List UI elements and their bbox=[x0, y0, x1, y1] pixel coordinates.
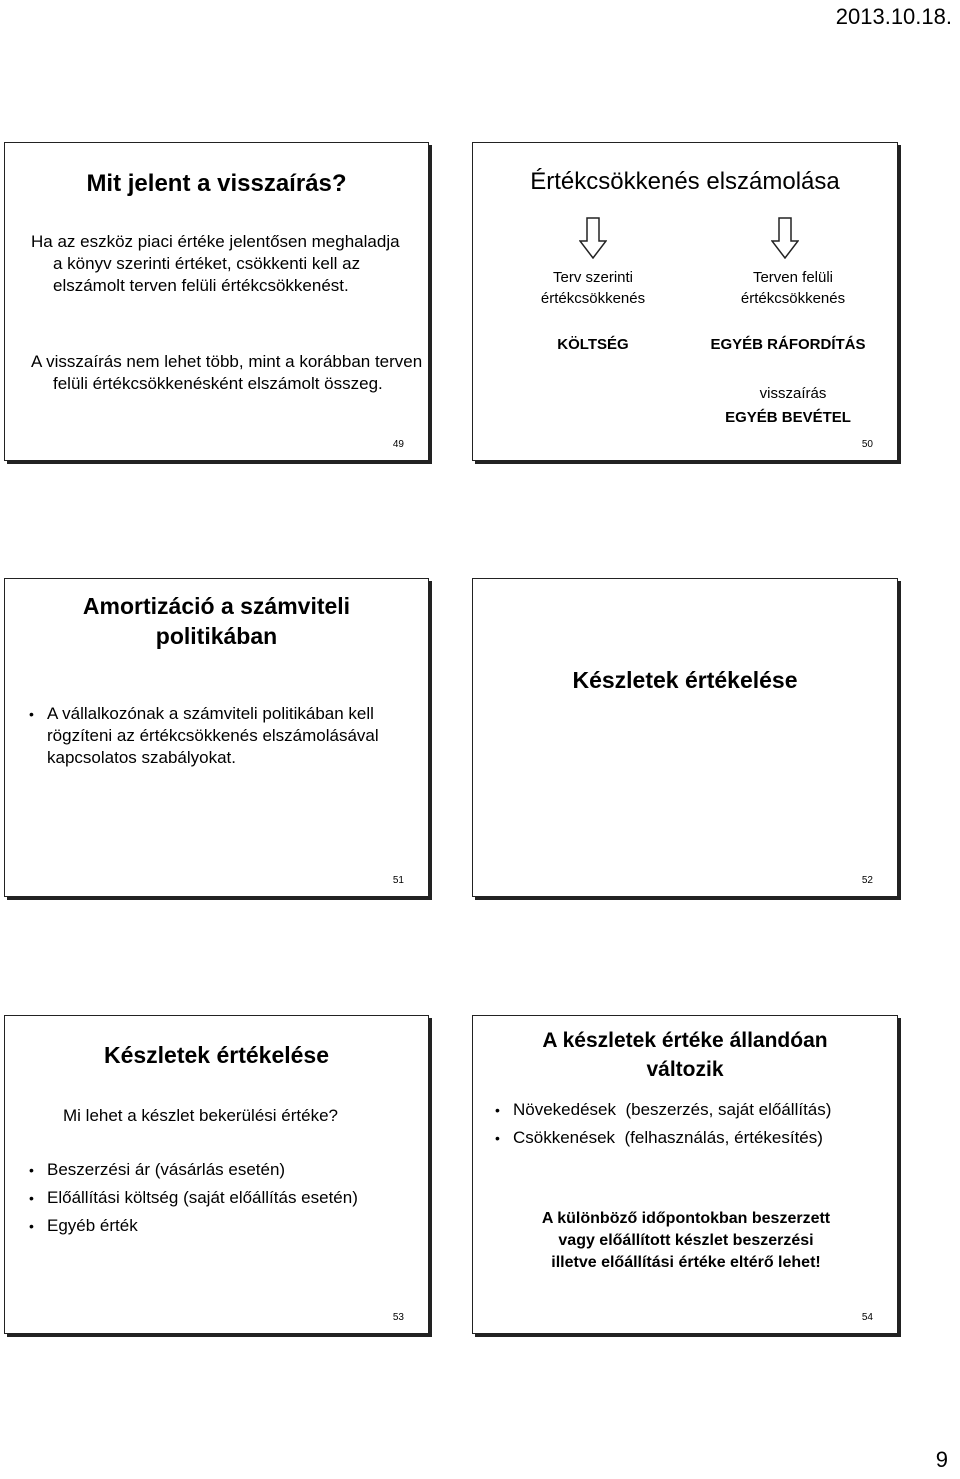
slide-51 bbox=[4, 578, 429, 897]
list-item: • A vállalkozónak a számviteli politikában kell rögzíteni az értékcsökkenés elszámolásával kapcsolatos szabályokat. bbox=[27, 703, 407, 769]
slide-title bbox=[473, 1026, 897, 1084]
slide-number: 51 bbox=[392, 875, 404, 886]
slide-title bbox=[5, 591, 428, 651]
note-line: vagy előállított készlet beszerzési bbox=[558, 1232, 814, 1249]
slide-53 bbox=[4, 1015, 429, 1334]
label-line: értékcsökkenés bbox=[540, 290, 646, 307]
slide-number: 52 bbox=[861, 875, 873, 886]
slide-52 bbox=[472, 578, 898, 897]
down-arrow-icon bbox=[771, 217, 799, 259]
list-item: • Beszerzési ár (vásárlás esetén) bbox=[27, 1156, 427, 1184]
slide-question: Mi lehet a készlet bekerülési értéke? bbox=[63, 1106, 338, 1125]
note-line: A különböző időpontokban beszerzett bbox=[541, 1210, 831, 1227]
slide-paragraph: A visszaírás nem lehet több, mint a korábban terven felüli értékcsökkenésként elszámolt összeg. bbox=[31, 352, 423, 393]
note-line: illetve előállítási értéke eltérő lehet! bbox=[551, 1254, 821, 1271]
slide-title: Mit jelent a visszaírás? bbox=[86, 170, 347, 197]
slide-paragraph: Ha az eszköz piaci értéke jelentősen meghaladja a könyv szerinti értéket, csökkenti kell az elszámolt terven felüli értékcsökkenést. bbox=[31, 232, 400, 295]
cost-label: KÖLTSÉG bbox=[557, 336, 629, 353]
bullet-list bbox=[27, 1156, 427, 1240]
slide-title: Készletek értékelése bbox=[572, 667, 798, 693]
header-date: 2013.10.18. bbox=[835, 4, 952, 29]
slide-number: 54 bbox=[861, 1312, 873, 1323]
slide-number: 50 bbox=[861, 439, 873, 450]
label-line: Terv szerinti bbox=[552, 269, 634, 286]
slide-54 bbox=[472, 1015, 898, 1334]
bullet-list bbox=[493, 1096, 893, 1152]
other-expense-label: EGYÉB RÁFORDÍTÁS bbox=[710, 336, 866, 353]
list-item: • Csökkenések (felhasználás, értékesítés) bbox=[493, 1124, 893, 1152]
down-arrow-icon bbox=[579, 217, 607, 259]
label-line: értékcsökkenés bbox=[740, 290, 846, 307]
other-income-label: EGYÉB BEVÉTEL bbox=[725, 409, 851, 426]
list-item: • Egyéb érték bbox=[27, 1212, 427, 1240]
reversal-label: visszaírás bbox=[759, 385, 827, 402]
slide-title: Készletek értékelése bbox=[103, 1042, 330, 1068]
title-line: politikában bbox=[155, 623, 278, 649]
title-line: Amortizáció a számviteli bbox=[82, 593, 351, 619]
planned-depreciation-label bbox=[513, 267, 673, 309]
page-number: 9 bbox=[935, 1447, 948, 1472]
title-line: változik bbox=[646, 1058, 724, 1081]
slide-number: 49 bbox=[392, 439, 404, 450]
slide-49 bbox=[4, 142, 429, 461]
slide-50 bbox=[472, 142, 898, 461]
slide-title: Értékcsökkenés elszámolása bbox=[530, 168, 840, 195]
slide-note bbox=[483, 1208, 889, 1274]
title-line: A készletek értéke állandóan bbox=[542, 1029, 828, 1052]
label-line: Terven felüli bbox=[752, 269, 834, 286]
bullet-list bbox=[27, 703, 407, 769]
list-item: • Előállítási költség (saját előállítás esetén) bbox=[27, 1184, 427, 1212]
slide-number: 53 bbox=[392, 1312, 404, 1323]
list-item: • Növekedések (beszerzés, saját előállítás) bbox=[493, 1096, 893, 1124]
unplanned-depreciation-label bbox=[703, 267, 883, 309]
